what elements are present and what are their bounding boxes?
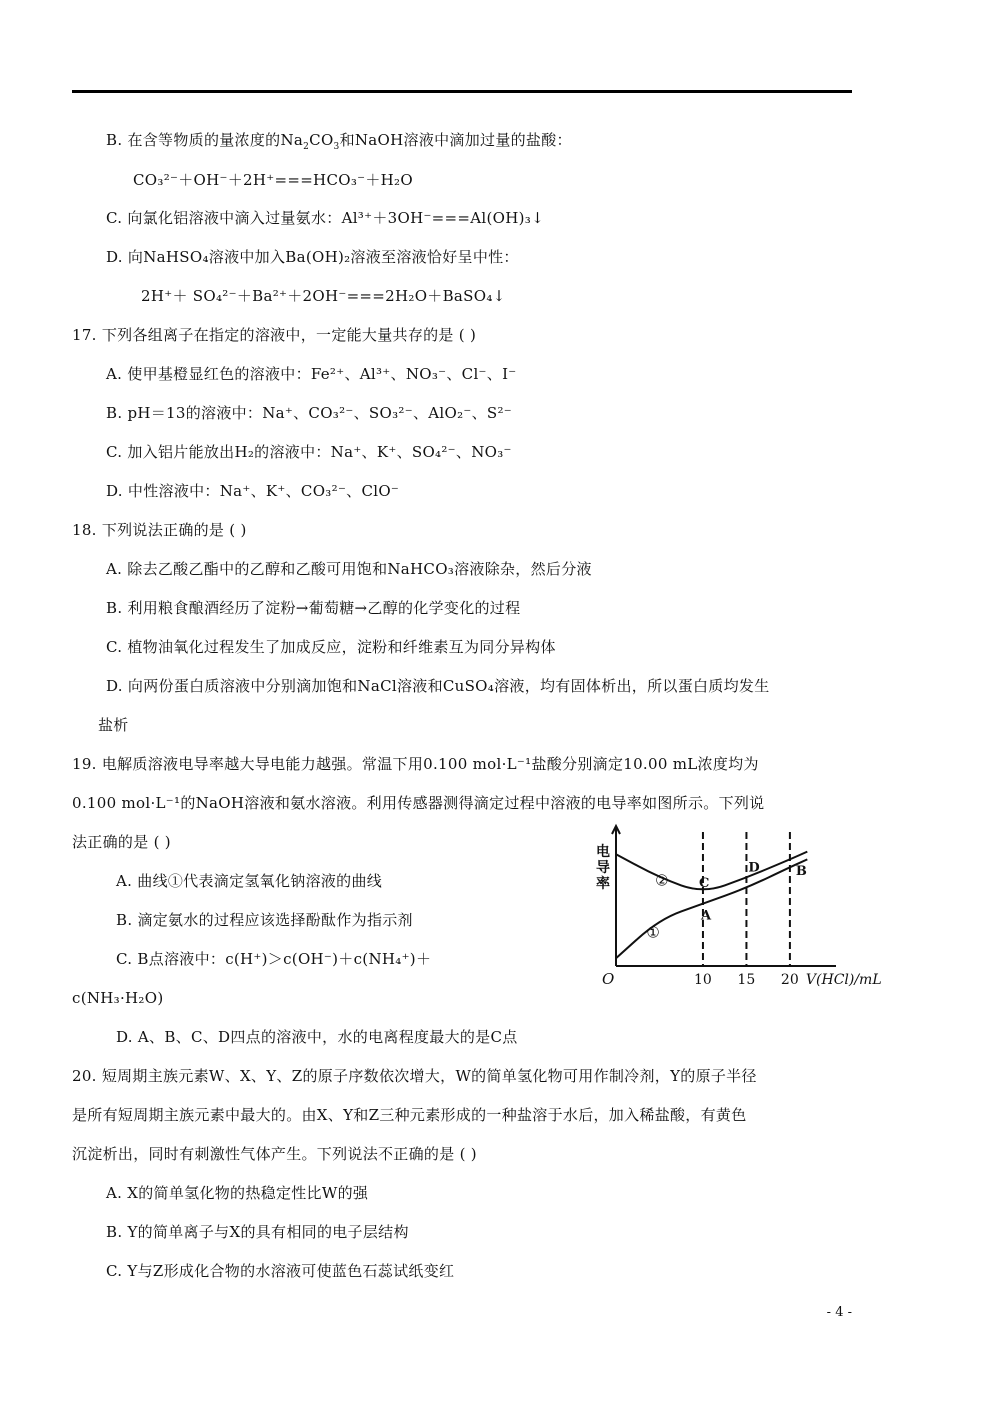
q16-option-b-equation: CO₃²⁻＋OH⁻＋2H⁺===HCO₃⁻＋H₂O [133, 171, 413, 189]
header-rule [72, 90, 852, 93]
series-line-2 [616, 859, 807, 958]
point-label-A: A [700, 908, 712, 924]
q19-option-c-cont: c(NH₃·H₂O) [72, 989, 164, 1007]
page-number: - 4 - [826, 1305, 852, 1320]
q20-option-a: A. X的简单氢化物的热稳定性比W的强 [106, 1184, 369, 1202]
q18-option-c: C. 植物油氧化过程发生了加成反应，淀粉和纤维素互为同分异构体 [106, 638, 556, 656]
q20-stem: 20. 短周期主族元素W、X、Y、Z的原子序数依次增大，W的简单氢化物可用作制冷剂，Y的原子半径 [72, 1067, 757, 1085]
y-axis-label-char: 率 [596, 876, 610, 892]
y-axis-label-char: 电 [596, 844, 610, 860]
q18-option-b: B. 利用粮食酿酒经历了淀粉→葡萄糖→乙醇的化学变化的过程 [106, 599, 521, 617]
q18-stem: 18. 下列说法正确的是 ( ) [72, 521, 247, 539]
q20-option-c: C. Y与Z形成化合物的水溶液可使蓝色石蕊试纸变红 [106, 1262, 455, 1280]
q19-option-c: C. B点溶液中：c(H⁺)＞c(OH⁻)＋c(NH₄⁺)＋ [116, 950, 432, 968]
point-label-C: C [698, 876, 710, 892]
q19-option-d: D. A、B、C、D四点的溶液中，水的电离程度最大的是C点 [116, 1028, 518, 1046]
x-tick-label-15: 15 [737, 972, 756, 988]
q17-option-b: B. pH＝13的溶液中：Na⁺、CO₃²⁻、SO₃²⁻、AlO₂⁻、S²⁻ [106, 404, 513, 422]
q17-option-c: C. 加入铝片能放出H₂的溶液中：Na⁺、K⁺、SO₄²⁻、NO₃⁻ [106, 443, 512, 461]
x-tick-label-20: 20 [780, 972, 799, 988]
q19-stem-2: 0.100 mol·L⁻¹的NaOH溶液和氨水溶液。利用传感器测得滴定过程中溶液的电导率如图所示。下列说 [72, 794, 765, 812]
q16-option-b: B. 在含等物质的量浓度的$Na_2CO_3$和NaOH溶液中滴加过量的盐酸： [106, 131, 572, 152]
q20-stem-3: 沉淀析出，同时有刺激性气体产生。下列说法不正确的是 ( ) [72, 1145, 477, 1163]
point-label-D: D [748, 860, 760, 876]
q19-stem: 19. 电解质溶液电导率越大导电能力越强。常温下用0.100 mol·L⁻¹盐酸分别滴定10.00 mL浓度均为 [72, 755, 759, 773]
q19-option-a: A. 曲线①代表滴定氢氧化钠溶液的曲线 [116, 872, 383, 890]
q17-option-a: A. 使甲基橙显红色的溶液中：Fe²⁺、Al³⁺、NO₃⁻、Cl⁻、I⁻ [106, 365, 517, 383]
q19-stem-3: 法正确的是 ( ) [72, 833, 171, 851]
q18-option-d-cont: 盐析 [98, 716, 129, 734]
q19-option-b: B. 滴定氨水的过程应该选择酚酞作为指示剂 [116, 911, 413, 929]
q17-option-d: D. 中性溶液中：Na⁺、K⁺、CO₃²⁻、ClO⁻ [106, 482, 400, 500]
point-label-B: B [795, 864, 807, 880]
series-label-2: ① [646, 923, 660, 942]
series-label-1: ② [655, 871, 669, 890]
q18-option-a: A. 除去乙酸乙酯中的乙醇和乙酸可用饱和NaHCO₃溶液除杂，然后分液 [106, 560, 592, 578]
q16-option-d-equation: 2H⁺＋ SO₄²⁻＋Ba²⁺＋2OH⁻===2H₂O＋BaSO₄↓ [141, 287, 506, 305]
q16-option-d: D. 向NaHSO₄溶液中加入Ba(OH)₂溶液至溶液恰好呈中性： [106, 248, 519, 266]
conductivity-chart [596, 826, 882, 996]
series-line-1 [616, 852, 807, 890]
q20-option-b: B. Y的简单离子与X的具有相同的电子层结构 [106, 1223, 409, 1241]
q17-stem: 17. 下列各组离子在指定的溶液中，一定能大量共存的是 ( ) [72, 326, 477, 344]
x-axis-label: V(HCl)/mL [805, 972, 882, 988]
y-axis-label-char: 导 [596, 860, 610, 876]
q16-option-c: C. 向氯化铝溶液中滴入过量氨水：Al³⁺＋3OH⁻===Al(OH)₃↓ [106, 209, 544, 227]
q18-option-d: D. 向两份蛋白质溶液中分别滴加饱和NaCl溶液和CuSO₄溶液，均有固体析出，所以蛋白质均发生 [106, 677, 770, 695]
q20-stem-2: 是所有短周期主族元素中最大的。由X、Y和Z三种元素形成的一种盐溶于水后，加入稀盐酸，有黄色 [72, 1106, 747, 1124]
x-tick-label-10: 10 [693, 972, 712, 988]
origin-label: O [602, 970, 615, 988]
